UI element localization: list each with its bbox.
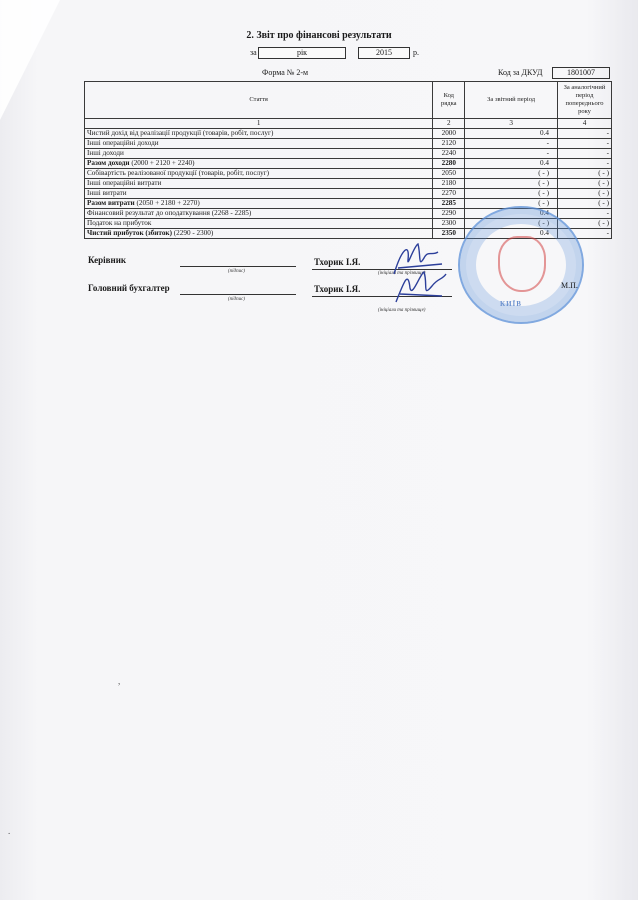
accountant-name: Тхорик І.Я. (314, 284, 361, 294)
row-code: 2240 (433, 149, 465, 159)
form-row (0, 67, 638, 79)
column-number: 3 (465, 119, 558, 129)
scan-mark: . (8, 826, 11, 836)
row-label (85, 179, 433, 189)
row-current-value: 0.4 (465, 209, 558, 219)
column-number: 1 (85, 119, 433, 129)
row-current-value: ( - ) (465, 189, 558, 199)
row-previous-value: - (558, 149, 612, 159)
row-label-text: Інші доходи (87, 149, 124, 157)
dkud-label: Код за ДКУД (498, 68, 543, 77)
column-number: 2 (433, 119, 465, 129)
row-label-formula: (2290 - 2300) (171, 229, 214, 237)
director-signature-caption: (підпис) (228, 269, 245, 274)
row-label-text: Разом доходи (87, 159, 130, 167)
row-label (85, 129, 433, 139)
row-previous-value: - (558, 159, 612, 169)
table-row (85, 129, 612, 139)
row-label-text: Собівартість реалізованої продукції (товарів, робіт, послуг) (87, 169, 270, 177)
row-previous-value: - (558, 129, 612, 139)
row-current-value: ( - ) (465, 179, 558, 189)
row-label-text: Інші операційні витрати (87, 179, 162, 187)
table-row (85, 139, 612, 149)
accountant-signature (392, 264, 450, 308)
row-code: 2300 (433, 219, 465, 229)
row-label-text: Чистий дохід від реалізації продукції (товарів, робіт, послуг) (87, 129, 274, 137)
table-row (85, 169, 612, 179)
column-number: 4 (558, 119, 612, 129)
report-title: 2. Звіт про фінансові результати (246, 30, 392, 41)
row-label (85, 199, 433, 209)
row-label (85, 149, 433, 159)
column-number-row (85, 119, 612, 129)
row-current-value: 0.4 (465, 229, 558, 239)
row-label (85, 209, 433, 219)
row-previous-value: - (558, 139, 612, 149)
accountant-signature-line (180, 294, 296, 295)
row-previous-value: - (558, 209, 612, 219)
row-code: 2180 (433, 179, 465, 189)
row-label (85, 219, 433, 229)
period-row (0, 47, 638, 59)
row-code: 2280 (433, 159, 465, 169)
row-label (85, 189, 433, 199)
seal-city: КИЇВ (500, 300, 522, 308)
row-current-value: ( - ) (465, 169, 558, 179)
row-label-text: Фінансовий результат до оподаткування (2268 - 2285) (87, 209, 252, 217)
row-label-formula: (2050 + 2180 + 2270) (134, 199, 200, 207)
seal-place-label: М.П. (561, 281, 578, 290)
row-label (85, 159, 433, 169)
table-header-row (85, 82, 612, 119)
row-current-value: - (465, 149, 558, 159)
row-label (85, 139, 433, 149)
row-label-text: Чистий прибуток (збиток) (87, 229, 172, 237)
row-code: 2050 (433, 169, 465, 179)
accountant-label: Головний бухгалтер (88, 283, 170, 293)
row-current-value: 0.4 (465, 159, 558, 169)
year-suffix: р. (413, 48, 419, 57)
row-label-formula: (2000 + 2120 + 2240) (129, 159, 195, 167)
row-label-text: Інші витрати (87, 189, 127, 197)
row-label (85, 169, 433, 179)
header-article: Стаття (85, 82, 433, 119)
seal-emblem (498, 236, 546, 292)
row-code: 2270 (433, 189, 465, 199)
row-label-text: Разом витрати (87, 199, 135, 207)
row-previous-value: ( - ) (558, 189, 612, 199)
row-code: 2000 (433, 129, 465, 139)
year-field: 2015 (358, 47, 410, 59)
accountant-name-caption: (ініціали та прізвище) (378, 308, 426, 313)
form-number: Форма № 2-м (262, 68, 309, 77)
header-code: Код рядка (433, 82, 465, 119)
row-code: 2285 (433, 199, 465, 209)
header-current: За звітний період (465, 82, 558, 119)
director-label: Керівник (88, 255, 127, 265)
official-seal (458, 206, 584, 324)
director-name: Тхорик І.Я. (314, 257, 361, 267)
row-label (85, 229, 433, 239)
director-signature-line (180, 266, 296, 267)
row-code: 2120 (433, 139, 465, 149)
table-row (85, 189, 612, 199)
period-prefix: за (250, 48, 257, 57)
row-current-value: 0.4 (465, 129, 558, 139)
row-current-value: - (465, 139, 558, 149)
table-row (85, 179, 612, 189)
row-previous-value: ( - ) (558, 219, 612, 229)
row-current-value: ( - ) (465, 219, 558, 229)
dkud-code: 1801007 (552, 67, 610, 79)
row-current-value: ( - ) (465, 199, 558, 209)
table-row (85, 159, 612, 169)
table-row (85, 149, 612, 159)
director-name-caption: (ініціали та прізвище) (378, 271, 426, 276)
period-field: рік (258, 47, 346, 59)
scan-mark: , (118, 676, 121, 686)
row-previous-value: ( - ) (558, 199, 612, 209)
row-previous-value: ( - ) (558, 169, 612, 179)
row-label-text: Інші операційні доходи (87, 139, 159, 147)
row-previous-value: - (558, 229, 612, 239)
row-code: 2350 (433, 229, 465, 239)
page-fold-corner (0, 0, 60, 120)
header-previous: За аналогічний період попереднього року (558, 82, 612, 119)
row-previous-value: ( - ) (558, 179, 612, 189)
accountant-signature-caption: (підпис) (228, 297, 245, 302)
row-code: 2290 (433, 209, 465, 219)
row-label-text: Податок на прибуток (87, 219, 152, 227)
